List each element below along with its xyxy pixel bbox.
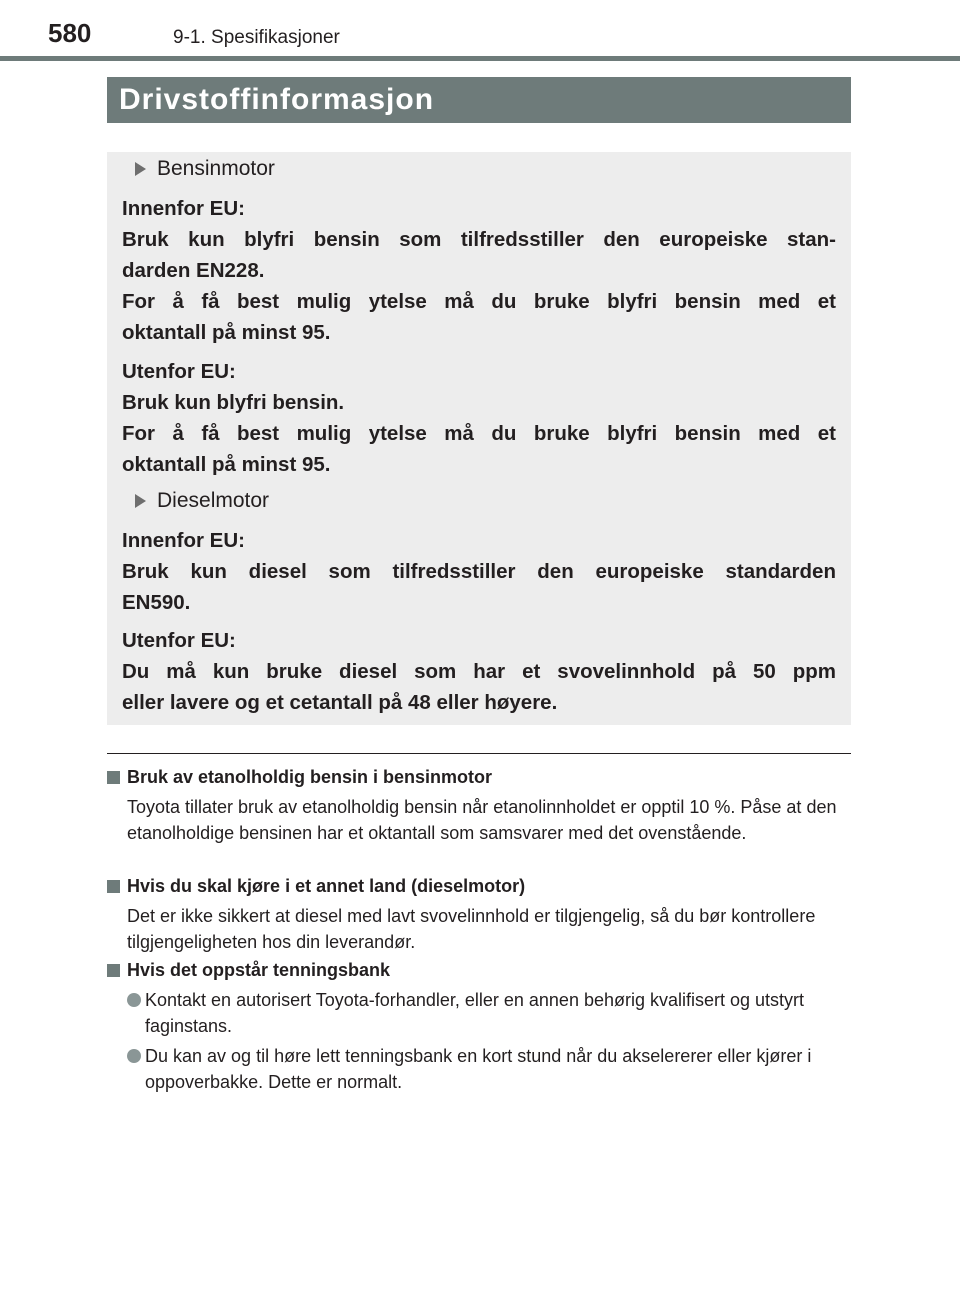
petrol-outside-eu-text: For å få best mulig ytelse må du bruke blyfri bensin med et xyxy=(122,422,836,445)
petrol-inside-eu-text: oktantall på minst 95. xyxy=(122,321,331,344)
diesel-inside-eu-text: EN590. xyxy=(122,591,191,614)
petrol-inside-eu-text: darden EN228. xyxy=(122,259,265,282)
page-number: 580 xyxy=(48,18,92,48)
diesel-inside-eu-label: Innenfor EU: xyxy=(122,529,245,552)
note-text-ethanol: Toyota tillater bruk av etanolholdig bensin når etanolinnholdet er opptil 10 %. Påse at den etanolholdige bensinen har et oktantall som samsvarer med det ovenstående. xyxy=(127,797,837,843)
square-bullet-icon xyxy=(107,880,120,893)
list-item: Du kan av og til høre lett tenningsbank en kort stund når du akselererer eller kjører i oppoverbakke. Dette er normalt. xyxy=(127,1043,851,1095)
note-heading-abroad: Hvis du skal kjøre i et annet land (dieselmotor) xyxy=(107,876,525,897)
header-divider xyxy=(0,56,960,61)
diesel-inside-eu-text: Bruk kun diesel som tilfredsstiller den europeiske standarden xyxy=(122,560,836,583)
list-item: Kontakt en autorisert Toyota-forhandler, eller en annen behørig kvalifisert og utstyrt faginstans. xyxy=(127,987,851,1039)
page-title: Drivstoffinformasjon xyxy=(107,77,851,123)
petrol-inside-eu-text: Bruk kun blyfri bensin som tilfredsstiller den europeiske stan- xyxy=(122,228,836,251)
diesel-outside-eu-text: Du må kun bruke diesel som har et svovelinnhold på 50 ppm xyxy=(122,660,836,683)
petrol-inside-eu-text: For å få best mulig ytelse må du bruke blyfri bensin med et xyxy=(122,290,836,313)
circle-bullet-icon xyxy=(127,1049,141,1063)
note-heading-ethanol: Bruk av etanolholdig bensin i bensinmotor xyxy=(107,767,492,788)
petrol-outside-eu-text: oktantall på minst 95. xyxy=(122,453,331,476)
diesel-outside-eu-text: eller lavere og et cetantall på 48 eller høyere. xyxy=(122,691,558,714)
circle-bullet-icon xyxy=(127,993,141,1007)
petrol-inside-eu-label: Innenfor EU: xyxy=(122,197,245,220)
page-header xyxy=(0,0,960,64)
diesel-engine-heading: Dieselmotor xyxy=(135,489,269,513)
section-divider xyxy=(107,753,851,754)
note-heading-knocking: Hvis det oppstår tenningsbank xyxy=(107,960,390,981)
petrol-outside-eu-text: Bruk kun blyfri bensin. xyxy=(122,391,345,414)
triangle-bullet-icon xyxy=(135,162,146,176)
note-text-abroad: Det er ikke sikkert at diesel med lavt svovelinnhold er tilgjengelig, så du bør kontrollere tilgjengeligheten hos din leverandør. xyxy=(127,906,816,952)
square-bullet-icon xyxy=(107,964,120,977)
section-reference: 9-1. Spesifikasjoner xyxy=(173,27,340,48)
square-bullet-icon xyxy=(107,771,120,784)
petrol-engine-heading: Bensinmotor xyxy=(135,157,275,181)
petrol-outside-eu-label: Utenfor EU: xyxy=(122,360,236,383)
diesel-outside-eu-label: Utenfor EU: xyxy=(122,629,236,652)
triangle-bullet-icon xyxy=(135,494,146,508)
